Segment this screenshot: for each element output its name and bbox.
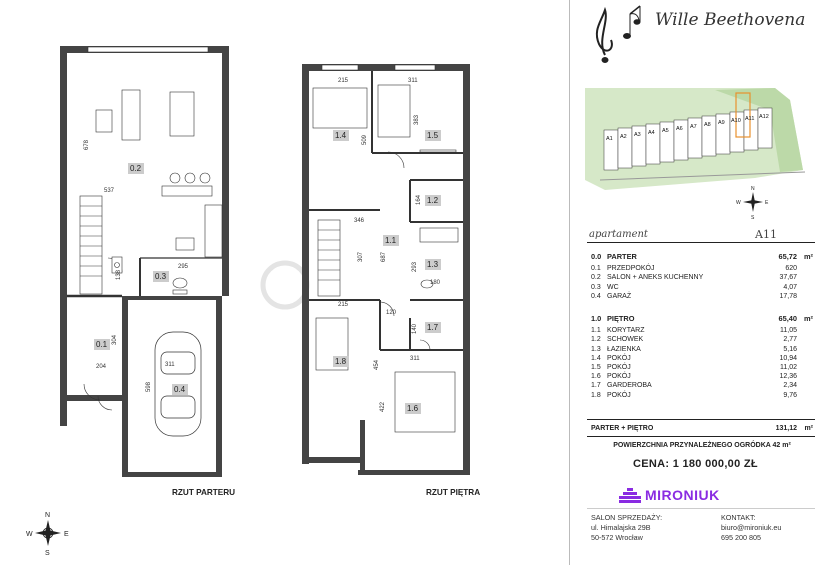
site-unit-A9: A9: [718, 120, 725, 126]
contact-info: [721, 513, 781, 543]
room-id: 0.1: [591, 265, 601, 273]
floor-unit: m²: [803, 252, 813, 261]
sales-office: [591, 513, 662, 543]
site-unit-A4: A4: [648, 130, 655, 136]
ground-floor-table: [591, 252, 813, 301]
room-badge-0.1: 0.1: [96, 340, 108, 349]
sales-city: 50-572 Wrocław: [591, 533, 643, 542]
sales-heading: SALON SPRZEDAŻY:: [591, 513, 663, 522]
contact-heading: KONTAKT:: [721, 513, 756, 522]
site-compass-n: N: [751, 186, 755, 192]
ground-floor-label: RZUT PARTERU: [172, 488, 236, 497]
dim-f-3: 383: [414, 114, 420, 125]
first-floor-label: RZUT PIĘTRA: [426, 488, 481, 497]
dim-f-10: 215: [338, 302, 349, 308]
room-area: 5,16: [783, 345, 797, 353]
room-name: POKÓJ: [607, 363, 631, 371]
music-notes-icon: [597, 6, 640, 63]
brand-logo: MIRONIUK: [645, 487, 720, 503]
room-name: POKÓJ: [607, 373, 631, 381]
room-row: [591, 372, 813, 381]
room-area: 10,94: [779, 354, 797, 362]
room-row: [591, 381, 813, 390]
site-unit-A8: A8: [704, 122, 711, 128]
room-badge-1.6: 1.6: [407, 404, 419, 413]
sales-street: ul. Himalajska 29B: [591, 523, 651, 532]
dim-g-6: 311: [165, 362, 175, 368]
separator: [587, 508, 815, 509]
divider: [569, 0, 570, 565]
first-floor-header: [591, 314, 813, 323]
room-area: 4,07: [783, 283, 797, 291]
total-row: [591, 424, 813, 433]
site-plan-map: [585, 88, 805, 221]
floor-id: 0.0: [591, 252, 602, 261]
dim-g-1: 537: [104, 188, 115, 194]
room-name: PRZEDPOKÓJ: [607, 265, 655, 273]
room-row: [591, 273, 813, 282]
site-unit-A3: A3: [634, 132, 641, 138]
room-badge-1.7: 1.7: [427, 323, 439, 332]
apartment-code: A11: [755, 228, 777, 241]
room-row: [591, 335, 813, 344]
compass-icon: [26, 512, 69, 557]
dim-f-12: 140: [412, 323, 418, 334]
room-area: 12,36: [779, 373, 797, 381]
room-badge-1.2: 1.2: [427, 196, 439, 205]
room-badge-1.5: 1.5: [427, 131, 439, 140]
dim-f-14: 311: [410, 356, 420, 362]
room-area: 2,77: [783, 336, 797, 344]
room-name: SALON + ANEKS KUCHENNY: [607, 274, 704, 282]
dim-g-0: 678: [84, 139, 90, 150]
compass-n: N: [45, 512, 51, 519]
dim-f-11: 120: [386, 310, 397, 316]
room-badge-1.3: 1.3: [427, 260, 439, 269]
room-id: 0.3: [591, 283, 601, 291]
room-badge-0.4: 0.4: [174, 385, 186, 394]
site-unit-A10: A10: [731, 118, 741, 124]
ground-floor-header: [591, 252, 813, 261]
room-row: [591, 292, 813, 301]
dim-f-4: 164: [416, 194, 422, 205]
dim-f-8: 293: [412, 261, 418, 272]
room-id: 1.4: [591, 354, 601, 362]
compass-e: E: [64, 531, 69, 538]
site-unit-A1: A1: [606, 136, 613, 142]
first-floor-plan: [302, 64, 470, 475]
room-badge-1.4: 1.4: [335, 131, 347, 140]
room-badge-0.2: 0.2: [130, 164, 142, 173]
compass-w: W: [26, 531, 33, 538]
site-unit-A6: A6: [676, 126, 683, 132]
site-compass-s: S: [751, 215, 755, 221]
apartment-label: apartament: [589, 229, 648, 240]
room-name: ŁAZIENKA: [607, 345, 641, 353]
floor-name: PIĘTRO: [607, 314, 635, 323]
first-floor-table: [591, 314, 813, 400]
dim-f-6: 307: [358, 251, 364, 262]
site-unit-A2: A2: [620, 134, 627, 140]
info-panel: [575, 0, 833, 565]
site-unit-A12: A12: [759, 114, 769, 120]
floor-unit: m²: [803, 314, 813, 323]
site-compass-icon: [736, 186, 769, 221]
floor-area: 65,40: [778, 314, 797, 323]
dim-f-1: 311: [408, 78, 418, 84]
dim-f-7: 687: [381, 251, 387, 262]
site-unit-A7: A7: [690, 124, 697, 130]
room-name: SCHOWEK: [607, 336, 644, 344]
dim-f-0: 215: [338, 78, 349, 84]
room-row: [591, 326, 813, 335]
header-graphics: [575, 0, 833, 230]
total-area: 131,12: [775, 425, 797, 432]
room-area: 2,34: [783, 382, 797, 390]
dim-g-7: 598: [146, 381, 152, 392]
floor-area: 65,72: [778, 252, 797, 261]
room-id: 1.3: [591, 345, 601, 353]
total-label: PARTER + PIĘTRO: [591, 425, 654, 432]
room-area: 9,76: [783, 391, 797, 399]
site-compass-w: W: [736, 200, 741, 206]
room-id: 0.2: [591, 274, 601, 282]
room-id: 1.1: [591, 327, 601, 335]
dim-f-5: 346: [354, 218, 365, 224]
dim-f-2: 509: [362, 134, 368, 145]
room-row: [591, 391, 813, 400]
room-id: 1.7: [591, 382, 601, 390]
ground-floor-plan: [60, 46, 229, 477]
separator: [587, 242, 815, 243]
dim-g-4: 304: [112, 334, 118, 345]
room-id: 1.2: [591, 336, 601, 344]
dim-f-15: 422: [380, 401, 386, 412]
total-unit: m²: [804, 425, 813, 432]
floor-name: PARTER: [607, 252, 637, 261]
site-unit-A5: A5: [662, 128, 669, 134]
watermark-circle: [263, 263, 307, 307]
room-id: 1.5: [591, 363, 601, 371]
room-area: 11,05: [780, 327, 797, 335]
contact-email[interactable]: biuro@mironiuk.eu: [721, 523, 782, 532]
room-row: [591, 264, 813, 273]
room-id: 0.4: [591, 292, 601, 300]
room-row: [591, 363, 813, 372]
room-area: 17,78: [779, 292, 797, 300]
room-id: 1.8: [591, 391, 601, 399]
floor-id: 1.0: [591, 314, 602, 323]
room-row: [591, 283, 813, 292]
room-badge-1.8: 1.8: [335, 357, 347, 366]
dim-g-3: 138: [116, 269, 122, 280]
contact-phone[interactable]: 695 200 805: [721, 533, 761, 542]
room-name: KORYTARZ: [607, 327, 645, 335]
dim-g-5: 204: [96, 364, 107, 370]
room-name: GARAŻ: [607, 292, 632, 300]
compass-s: S: [45, 550, 50, 557]
room-row: [591, 345, 813, 354]
room-id: 1.6: [591, 373, 601, 381]
room-name: POKÓJ: [607, 391, 631, 399]
room-name: GARDEROBA: [607, 382, 652, 390]
mironiuk-logo-icon: [619, 488, 641, 504]
room-area: 620: [785, 265, 797, 273]
room-area: 37,67: [779, 274, 797, 282]
separator: [587, 436, 815, 437]
price: CENA: 1 180 000,00 ZŁ: [633, 458, 758, 470]
room-row: [591, 354, 813, 363]
separator: [587, 419, 815, 420]
garden-area: POWIERZCHNIA PRZYNALEŻNEGO OGRÓDKA 42 m²: [613, 442, 791, 449]
room-area: 11,02: [780, 363, 797, 371]
site-unit-A11: A11: [745, 116, 755, 122]
dim-g-2: 295: [178, 264, 189, 270]
dim-f-9: 180: [430, 280, 441, 286]
room-name: POKÓJ: [607, 354, 631, 362]
project-title: Wille Beethovena: [655, 10, 806, 30]
room-name: WC: [607, 283, 619, 291]
dim-f-13: 454: [374, 359, 380, 370]
room-badge-0.3: 0.3: [155, 272, 167, 281]
room-badge-1.1: 1.1: [385, 236, 397, 245]
site-compass-e: E: [765, 200, 769, 206]
